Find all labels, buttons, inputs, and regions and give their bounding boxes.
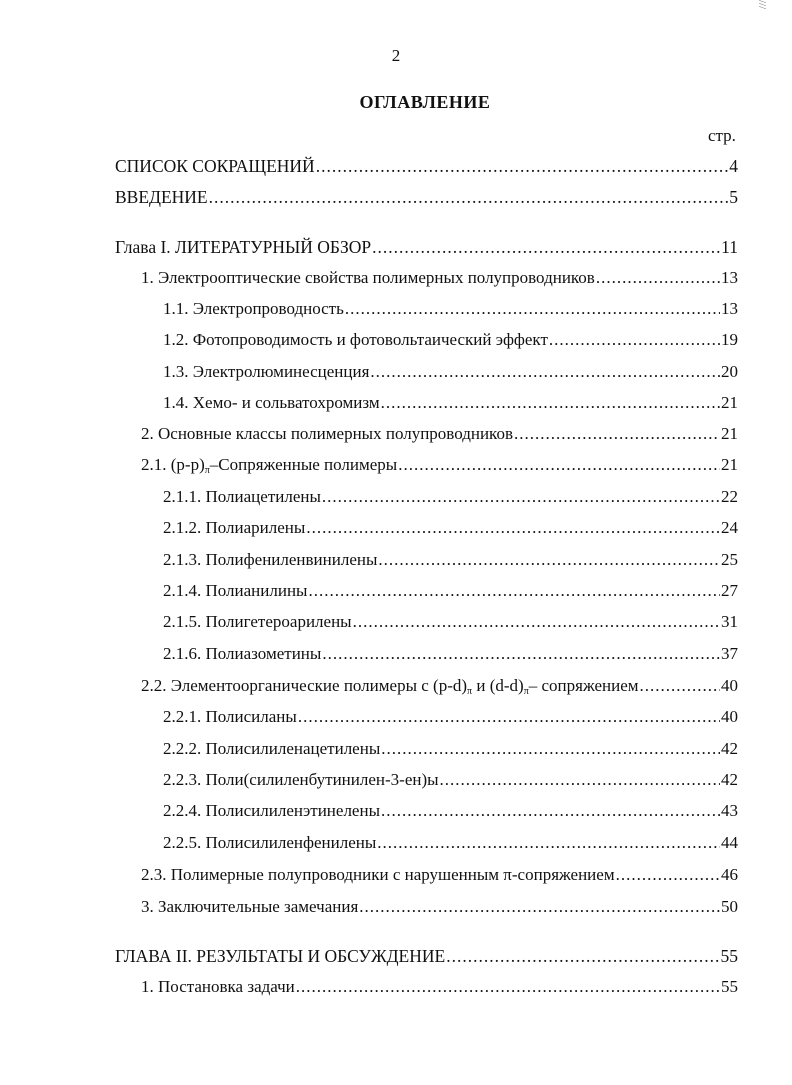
page-column-label: стр. xyxy=(708,126,736,145)
toc-entry-2-1-2[interactable] xyxy=(163,517,738,539)
toc-entry-page: 31 xyxy=(721,612,738,631)
toc-entry-2-1-1[interactable] xyxy=(163,486,738,508)
toc-entry-chapter-1[interactable] xyxy=(115,236,738,258)
toc-entry-label: 2.3. Полимерные полупроводники с нарушенным π-сопряжением xyxy=(141,865,615,884)
toc-entry-label xyxy=(141,675,639,697)
dot-leader xyxy=(381,392,720,414)
toc-entry-label: 2.2.2. Полисилиленацетилены xyxy=(163,739,381,758)
toc-entry-abbreviations[interactable] xyxy=(115,155,738,177)
dot-leader xyxy=(596,267,720,289)
toc-entry-label: ГЛАВА II. РЕЗУЛЬТАТЫ И ОБСУЖДЕНИЕ xyxy=(115,946,446,966)
toc-entry-page: 13 xyxy=(721,268,738,287)
dot-leader xyxy=(370,361,720,383)
label-part: 2.2. Элементоорганические полимеры с (p-d) xyxy=(141,676,468,695)
label-part: 2.1. (p-p) xyxy=(141,455,205,474)
toc-entry-label: 1. Постановка задачи xyxy=(141,977,295,996)
toc-entry-label: 2.1.4. Полианилины xyxy=(163,581,308,600)
toc-entry-label: 2.1.5. Полигетероарилены xyxy=(163,612,352,631)
toc-entry-label: ВВЕДЕНИЕ xyxy=(115,187,208,207)
dot-leader xyxy=(377,832,720,854)
toc-entry-label: 2.1.6. Полиазометины xyxy=(163,644,322,663)
dot-leader xyxy=(616,864,720,886)
dot-leader xyxy=(514,423,720,445)
toc-entry-label: 3. Заключительные замечания xyxy=(141,897,359,916)
dot-leader xyxy=(322,643,720,665)
toc-entry-page: 46 xyxy=(721,865,738,884)
toc-entry-label: 2. Основные классы полимерных полупроводников xyxy=(141,424,513,443)
toc-entry-2-1-4[interactable] xyxy=(163,580,738,602)
toc-title: ОГЛАВЛЕНИЕ xyxy=(359,92,491,112)
toc-entry-label: 1.3. Электролюминесценция xyxy=(163,362,370,381)
label-part: и (d-d) xyxy=(472,676,524,695)
toc-entry-label: СПИСОК СОКРАЩЕНИЙ xyxy=(115,156,315,176)
toc-entry-page: 24 xyxy=(721,518,738,537)
toc-entry-2-2-3[interactable] xyxy=(163,769,738,791)
toc-entry-page: 40 xyxy=(721,676,738,695)
pi-subscript: π xyxy=(523,686,529,697)
dot-leader xyxy=(446,945,719,967)
dot-leader xyxy=(359,896,720,918)
dot-leader xyxy=(353,611,720,633)
toc-entry-2-2[interactable] xyxy=(141,675,738,697)
toc-entry-2-2-4[interactable] xyxy=(163,800,738,822)
toc-entry-1-4[interactable] xyxy=(163,392,738,414)
toc-entry-page: 5 xyxy=(729,187,738,207)
dot-leader xyxy=(298,706,720,728)
dot-leader xyxy=(381,738,720,760)
toc-entry-label: 2.2.4. Полисилиленэтинелены xyxy=(163,801,380,820)
dot-leader xyxy=(378,549,720,571)
toc-entry-label xyxy=(141,454,397,476)
toc-entry-2-1-3[interactable] xyxy=(163,549,738,571)
toc-entry-page: 4 xyxy=(729,156,738,176)
toc-entry-1-3[interactable] xyxy=(163,361,738,383)
toc-entry-1[interactable] xyxy=(141,267,738,289)
toc-entry-2-3[interactable] xyxy=(141,864,738,886)
pi-subscript: π xyxy=(204,465,210,476)
toc-entry-page: 50 xyxy=(721,897,738,916)
toc-entry-label: 2.2.3. Поли(силиленбутинилен-3-ен)ы xyxy=(163,770,439,789)
toc-entry-label: 2.1.1. Полиацетилены xyxy=(163,487,321,506)
toc-entry-2[interactable] xyxy=(141,423,738,445)
toc-entry-label: 1.2. Фотопроводимость и фотовольтаический эффект xyxy=(163,330,548,349)
page-number: 2 xyxy=(391,46,401,65)
dot-leader xyxy=(640,675,720,697)
toc-entry-label: 2.2.5. Полисилиленфенилены xyxy=(163,833,377,852)
toc-entry-1-2[interactable] xyxy=(163,329,738,351)
toc-entry-2-2-5[interactable] xyxy=(163,832,738,854)
toc-entry-label: 2.1.2. Полиарилены xyxy=(163,518,306,537)
dot-leader xyxy=(398,454,720,476)
dot-leader xyxy=(209,186,729,208)
toc-entry-page: 25 xyxy=(721,550,738,569)
dot-leader xyxy=(308,580,720,602)
toc-entry-page: 55 xyxy=(721,977,738,996)
toc-entry-page: 21 xyxy=(721,393,738,412)
dot-leader xyxy=(322,486,720,508)
label-part: –Сопряженные полимеры xyxy=(209,455,398,474)
dot-leader xyxy=(316,155,729,177)
toc-entry-page: 20 xyxy=(721,362,738,381)
toc-entry-label: 2.1.3. Полифениленвинилены xyxy=(163,550,378,569)
toc-entry-2-2-2[interactable] xyxy=(163,738,738,760)
dot-leader xyxy=(440,769,720,791)
toc-entry-page: 43 xyxy=(721,801,738,820)
toc-entry-page: 42 xyxy=(721,739,738,758)
toc-entry-page: 55 xyxy=(720,946,738,966)
toc-entry-page: 40 xyxy=(721,707,738,726)
toc-entry-2-1-5[interactable] xyxy=(163,611,738,633)
toc-entry-page: 21 xyxy=(721,424,738,443)
dot-leader xyxy=(345,298,720,320)
dot-leader xyxy=(372,236,720,258)
toc-entry-introduction[interactable] xyxy=(115,186,738,208)
toc-entry-page: 19 xyxy=(721,330,738,349)
toc-entry-1-1[interactable] xyxy=(163,298,738,320)
toc-entry-3[interactable] xyxy=(141,896,738,918)
label-part: – сопряжением xyxy=(528,676,639,695)
toc-entry-ch2-1[interactable] xyxy=(141,976,738,998)
toc-entry-page: 37 xyxy=(721,644,738,663)
toc-entry-chapter-2[interactable] xyxy=(115,945,738,967)
pi-subscript: π xyxy=(467,686,473,697)
dot-leader xyxy=(296,976,720,998)
toc-entry-label: Глава I. ЛИТЕРАТУРНЫЙ ОБЗОР xyxy=(115,237,372,257)
toc-entry-label: 1.4. Хемо- и сольватохромизм xyxy=(163,393,380,412)
toc-entry-2-2-1[interactable] xyxy=(163,706,738,728)
toc-entry-label: 1.1. Электропроводность xyxy=(163,299,344,318)
toc-entry-page: 22 xyxy=(721,487,738,506)
toc-entry-page: 21 xyxy=(721,455,738,474)
toc-entry-2-1[interactable] xyxy=(141,454,738,476)
toc-entry-page: 11 xyxy=(721,237,738,257)
toc-entry-page: 27 xyxy=(721,581,738,600)
toc-entry-label: 1. Электрооптические свойства полимерных полупроводников xyxy=(141,268,595,287)
scan-edge-mark: /// xyxy=(756,0,768,10)
toc-entry-2-1-6[interactable] xyxy=(163,643,738,665)
dot-leader xyxy=(381,800,720,822)
toc-entry-page: 13 xyxy=(721,299,738,318)
toc-entry-page: 42 xyxy=(721,770,738,789)
toc-entry-label: 2.2.1. Полисиланы xyxy=(163,707,297,726)
dot-leader xyxy=(549,329,720,351)
toc-entry-page: 44 xyxy=(721,833,738,852)
dot-leader xyxy=(306,517,720,539)
